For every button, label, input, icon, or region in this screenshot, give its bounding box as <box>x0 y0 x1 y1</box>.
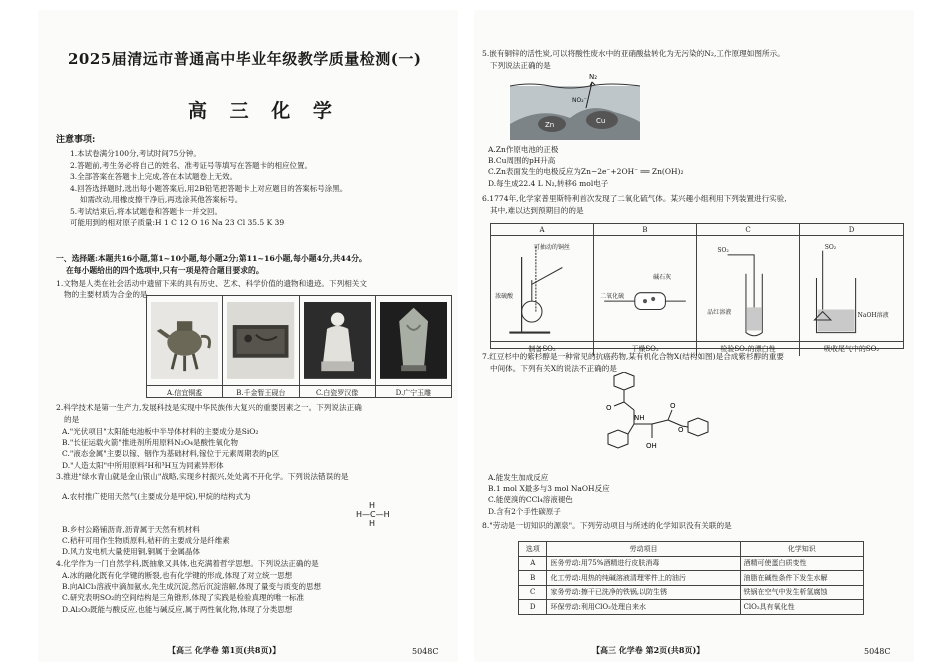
q4-option-c[interactable]: C.研究表明SO₂的空间结构是三角锥形,体现了实践是检验真理的唯一标准 <box>62 593 305 603</box>
notice-item: 5.考试结束后,将本试题卷和答题卡一并交回。 <box>70 206 223 216</box>
exam-page-2 <box>474 10 914 662</box>
q5-option-a[interactable]: A.Zn作原电池的正极 <box>488 145 559 154</box>
magenta-solution-label: 品红溶液 <box>707 309 732 317</box>
nitrite-label: NO₂⁻ <box>572 97 587 104</box>
section-one-instruction: 在每小题给出的四个选项中,只有一项是符合题目要求的。 <box>66 266 264 275</box>
q7-option-a[interactable]: A.能发生加成反应 <box>488 473 549 482</box>
chem-knowledge: 铁锅在空气中发生析氢腐蚀 <box>740 585 863 600</box>
question-5-options <box>482 144 908 189</box>
q3-option-c[interactable]: C.秸秆可用作生物质原料,秸秆的主要成分是纤维素 <box>62 536 230 546</box>
q5-option-b[interactable]: B.Cu周围的pH升高 <box>488 156 556 166</box>
q3-option-b[interactable]: B.乡村公路铺沥青,沥青属于天然有机材料 <box>62 525 200 534</box>
col-project-header: 劳动项目 <box>547 542 740 557</box>
labor-project: 家务劳动:擦干已洗净的铁锅,以防生锈 <box>547 585 740 600</box>
q6-stem: 6.1774年,化学家普里斯特利首次发现了二氧化硫气体。某兴趣小组利用下列装置进行实验, <box>482 194 787 203</box>
col-knowledge-header: 化学知识 <box>740 542 863 557</box>
labor-project: 化工劳动:用热的纯碱溶液清理零件上的油污 <box>547 571 740 586</box>
formula-top-h: H <box>369 501 376 510</box>
subject-title: 高 三 化 学 <box>188 100 340 122</box>
col-header: B <box>594 224 697 236</box>
option-letter: B <box>519 571 547 586</box>
question-5 <box>482 48 908 72</box>
exam-title: 2025届清远市普通高中毕业年级教学质量检测(一) <box>68 50 422 68</box>
paper-code: 5048C <box>412 647 439 656</box>
chem-knowledge: 油脂在碱性条件下发生水解 <box>740 571 863 586</box>
relic-option-d[interactable] <box>376 296 451 397</box>
formula-bottom-h: H <box>369 519 376 528</box>
option-letter: A <box>519 556 547 571</box>
paper-code: 5048C <box>864 647 891 656</box>
question-8 <box>482 520 908 532</box>
q7-stem: 7.红豆杉中的紫杉醇是一种常见的抗癌药物,某有机化合物X(结构如图)是合成紫杉醇的重要 <box>482 352 784 361</box>
col-header: D <box>800 224 903 236</box>
apparatus-a[interactable] <box>491 236 594 342</box>
col-header: A <box>491 224 594 236</box>
q1-stem: 1.文物是人类在社会活动中遗留下来的具有历史、艺术、科学价值的遗物和遗迹。下列相关文 <box>56 279 367 288</box>
inkstone-image <box>227 300 294 381</box>
notice-item: 1.本试卷满分100分,考试时间75分钟。 <box>70 149 201 158</box>
q4-option-a[interactable]: A.冰的融化既有化学键的断裂,也有化学键的形成,体现了对立统一思想 <box>62 571 293 580</box>
naoh-solution-label: NaOH溶液 <box>857 311 889 319</box>
ester-carbonyl-oxygen-label: O <box>670 402 676 410</box>
question-4 <box>56 558 452 615</box>
notice-item: 如需改动,用橡皮擦干净后,再选涂其他答案标号。 <box>80 195 243 204</box>
n2-label: N₂ <box>589 73 598 81</box>
page-footer: 【高三 化学卷 第1页(共8页)】 <box>168 645 281 655</box>
formula-middle: H—C—H <box>356 510 390 519</box>
table-row[interactable] <box>519 585 864 600</box>
zn-label: Zn <box>545 121 555 129</box>
col-option-header: 选项 <box>519 542 547 557</box>
q8-labor-table <box>518 541 864 615</box>
cu-label: Cu <box>596 117 606 125</box>
atomic-masses: 可能用到的相对原子质量:H 1 C 12 O 16 Na 23 Cl 35.5 K 39 <box>70 218 285 227</box>
labor-project: 环保劳动:利用ClO₂处理自来水 <box>547 600 740 615</box>
notice-item: 4.回答选择题时,选出每小题答案后,用2B铅笔把答题卡上对应题目的答案标号涂黑。 <box>70 183 348 193</box>
so2-inlet-label: SO₂ <box>717 246 729 254</box>
q7-option-c[interactable]: C.能使溴的CCl₄溶液褪色 <box>488 495 573 505</box>
q2-option-a[interactable]: A."光伏项目"太阳能电池板中半导体材料的主要成分是SiO₂ <box>62 427 259 436</box>
so2-gas-label: SO₂ <box>824 244 837 252</box>
exam-page-1 <box>38 10 458 662</box>
relic-caption: D.广宁玉雕 <box>376 385 451 400</box>
compound-x-structure <box>604 372 774 472</box>
q1-relic-images <box>146 295 452 398</box>
apparatus-d[interactable] <box>800 236 903 342</box>
conc-sulfuric-acid-label: 浓硫酸 <box>495 292 514 300</box>
q4-option-b[interactable]: B.向AlCl₃溶液中滴加氨水,先生成沉淀,然后沉淀溶解,体现了量变与质变的思想 <box>62 582 322 592</box>
q2-stem-cont: 的是 <box>64 415 80 424</box>
table-row[interactable] <box>519 571 864 586</box>
table-row[interactable] <box>519 600 864 615</box>
q3-option-d[interactable]: D.风力发电机大量使用铜,铜属于金属晶体 <box>62 547 201 557</box>
notice-item: 2.答题前,考生务必将自己的姓名、准考证号等填写在答题卡的相应位置。 <box>70 160 313 170</box>
q3-stem: 3.推进"绿水青山就是金山银山"战略,实现乡村振兴,处处离不开化学。下列说法错误的是 <box>56 472 349 481</box>
carbonyl-oxygen-label: O <box>606 404 612 412</box>
page-footer: 【高三 化学卷 第2页(共8页)】 <box>592 645 705 655</box>
q3-option-a[interactable]: A.农村推广使用天然气(主要成分是甲烷),甲烷的结构式为 <box>62 492 251 501</box>
q2-option-c[interactable]: C."液态金属"主要以镓、铟作为基础材料,镓位于元素周期表的p区 <box>62 449 279 459</box>
section-one-rule: 一、选择题:本题共16小题,第1~10小题,每小题2分;第11~16小题,每小题4分,共44分。 <box>56 254 367 263</box>
q2-option-b[interactable]: B."长征运载火箭"推进剂所用原料N₂O₄是酸性氧化物 <box>62 438 239 448</box>
chem-knowledge: ClO₂具有氧化性 <box>740 600 863 615</box>
option-letter: C <box>519 585 547 600</box>
q6-stem-cont: 其中,难以达到预期目的的是 <box>490 206 584 215</box>
movable-copper-wire-label: 可抽动的铜丝 <box>533 244 570 252</box>
soda-lime-label: 碱石灰 <box>653 273 672 281</box>
q5-stem: 5.嵌有铜锌的活性炭,可以将酸性废水中的亚硝酸盐转化为无污染的N₂,工作原理如图所示。 <box>482 49 785 58</box>
q7-option-b[interactable]: B.1 mol X最多与3 mol NaOH反应 <box>488 484 610 494</box>
relic-caption: B.千金暂王砚台 <box>223 385 298 400</box>
table-row[interactable] <box>519 556 864 571</box>
question-7-options <box>482 472 908 517</box>
relic-option-a[interactable] <box>147 296 223 397</box>
col-header: C <box>697 224 800 236</box>
q5-option-c[interactable]: C.Zn表面发生的电极反应为Zn−2e⁻+2OH⁻ ══ Zn(OH)₂ <box>488 167 684 177</box>
notice-heading: 注意事项: <box>56 135 96 145</box>
question-3-options <box>56 524 452 558</box>
q7-option-d[interactable]: D.含有2个手性碳原子 <box>488 506 561 516</box>
notice-item: 3.全部答案在答题卡上完成,答在本试题卷上无效。 <box>70 172 238 181</box>
apparatus-caption: 检验SO₂的漂白性 <box>697 342 800 356</box>
hydroxyl-label: OH <box>646 442 657 450</box>
notice-list <box>70 148 454 229</box>
labor-project: 医务劳动:用75%酒精进行皮肤消毒 <box>547 556 740 571</box>
chem-knowledge: 酒精可使蛋白质变性 <box>740 556 863 571</box>
apparatus-caption: 干燥SO₂ <box>594 342 697 356</box>
question-6 <box>482 193 908 217</box>
relic-caption: C.白瓷罗汉像 <box>300 385 375 400</box>
jade-carving-image <box>380 300 447 381</box>
q5-stem-cont: 下列说法正确的是 <box>490 61 551 70</box>
q5-option-d[interactable]: D.每生成22.4 L N₂,转移6 mol电子 <box>488 178 609 188</box>
apparatus-caption: 吸收尾气中的SO₂ <box>823 345 880 353</box>
question-2 <box>56 402 452 471</box>
q1-stem-cont: 物的主要材质为合金的是 <box>64 290 148 299</box>
q5-galvanic-diagram <box>510 72 640 140</box>
relic-option-b[interactable] <box>223 296 299 397</box>
q2-stem: 2.科学技术是第一生产力,发展科技是实现中华民族伟大复兴的重要因素之一。下列说法正确 <box>56 403 362 412</box>
relic-caption: A.信宜铜盉 <box>147 385 222 400</box>
apparatus-caption: 制备SO₂ <box>491 342 594 356</box>
q2-option-d[interactable]: D."人造太阳"中所用原料²H和³H互为同素异形体 <box>62 460 224 470</box>
ester-oxygen-label: O <box>678 426 684 434</box>
q8-stem: 8."劳动是一切知识的源泉"。下列劳动项目与所述的化学知识没有关联的是 <box>482 521 732 530</box>
q4-stem: 4.化学作为一门自然学科,既抽象又具体,也充满着哲学思想。下列说法正确的是 <box>56 559 319 568</box>
apparatus-b[interactable] <box>594 236 697 342</box>
question-3 <box>56 471 452 502</box>
q4-option-d[interactable]: D.Al₂O₃既能与酸反应,也能与碱反应,属于两性氧化物,体现了分类思想 <box>62 604 293 614</box>
table-header-row <box>519 542 864 557</box>
sulfur-dioxide-label: 二氧化硫 <box>600 292 625 300</box>
q7-stem-cont: 中间体。下列有关X的说法不正确的是 <box>490 364 617 373</box>
option-letter: D <box>519 600 547 615</box>
amide-nh-label: NH <box>634 414 645 422</box>
apparatus-c[interactable] <box>697 236 800 342</box>
section-one-heading <box>56 253 452 277</box>
relic-option-c[interactable] <box>300 296 376 397</box>
bronze-vessel-image <box>151 300 218 381</box>
porcelain-statue-image <box>304 300 371 381</box>
q6-apparatus-table <box>490 223 904 353</box>
